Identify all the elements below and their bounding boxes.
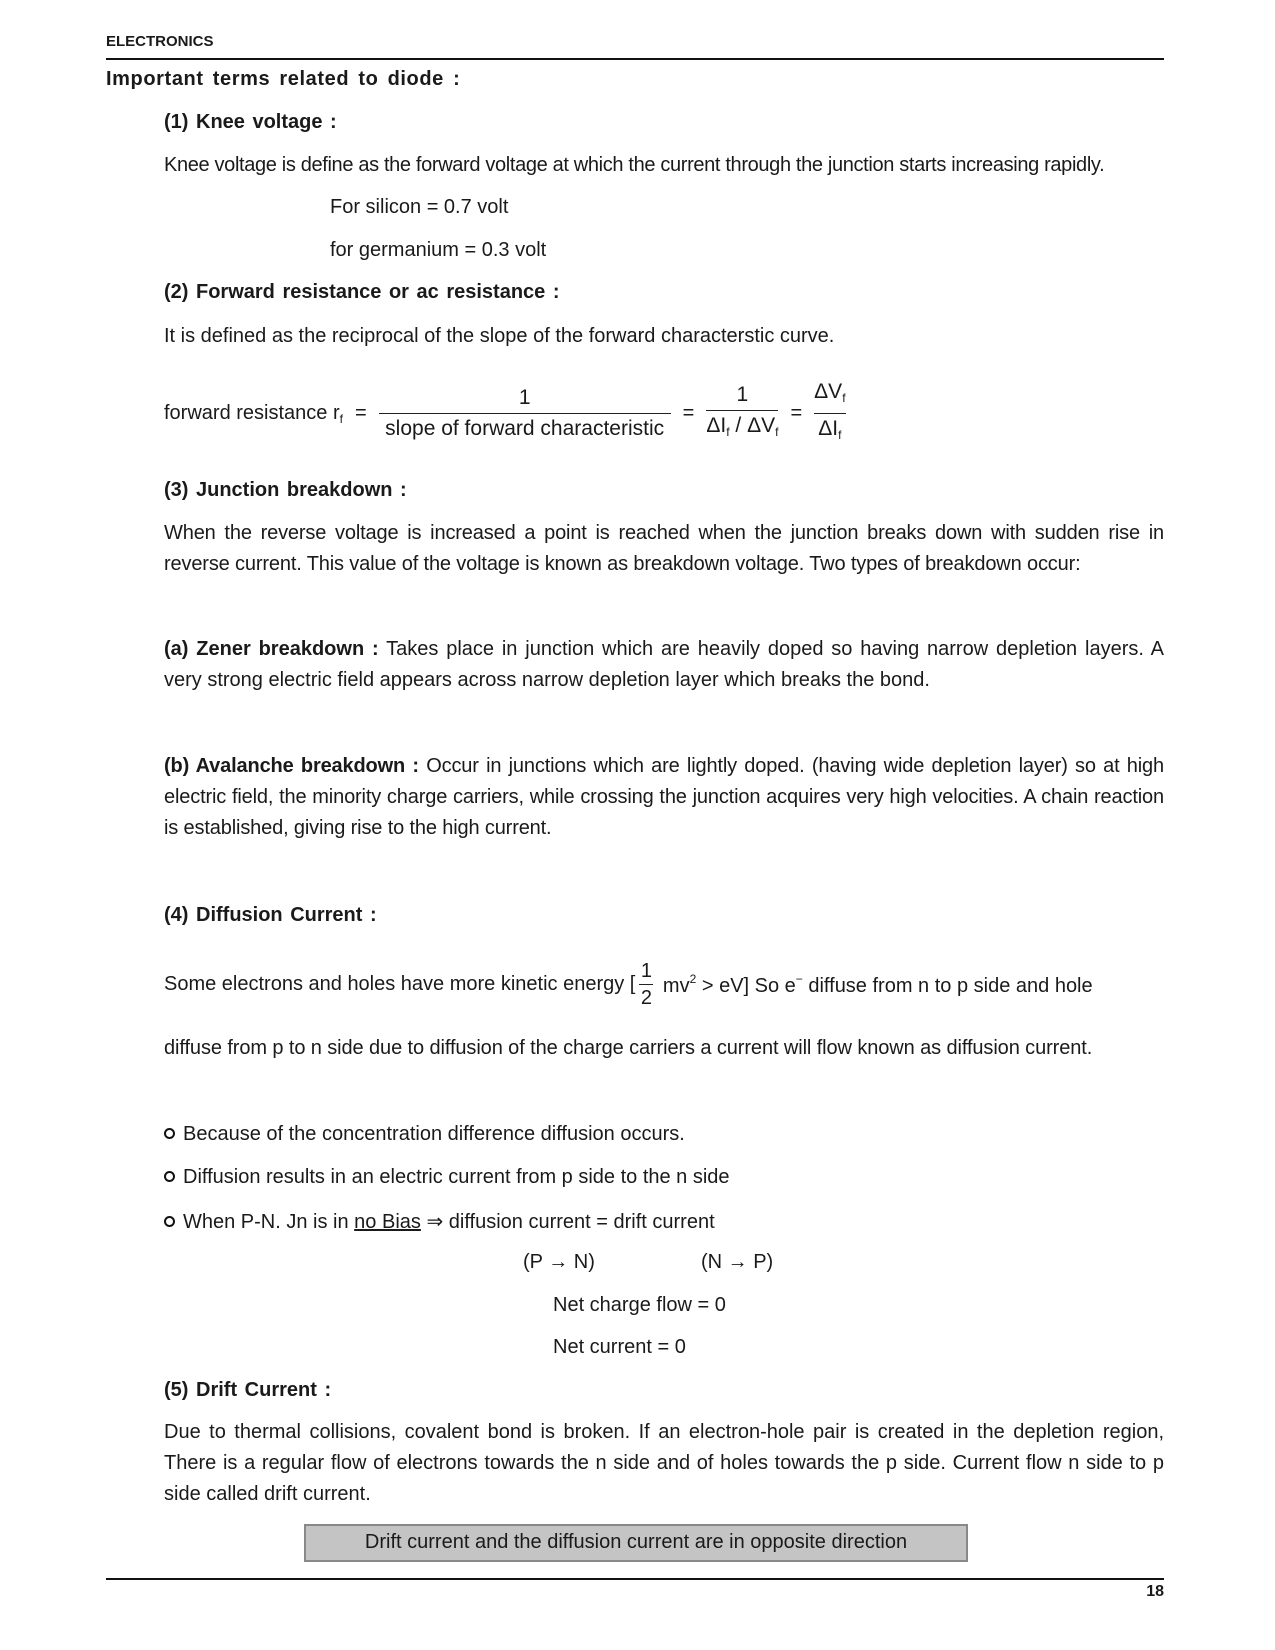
fraction-delta-ratio bbox=[706, 383, 778, 444]
fraction-numerator: 1 bbox=[640, 960, 652, 982]
drift-diffusion-note-box: Drift current and the diffusion current are in opposite direction bbox=[304, 1524, 968, 1562]
zener-text: Takes place in junction which are heavily doped so having narrow depletion layers. A very strong electric field appears across narrow depletion layer which breaks the bond. bbox=[164, 638, 1164, 691]
fraction-bar bbox=[639, 984, 653, 985]
junction-breakdown-text: When the reverse voltage is increased a point is reached when the junction breaks down with sudden rise in reverse current. This value of the voltage is known as breakdown voltage. Two types of breakdown occur: bbox=[164, 522, 1164, 575]
superscript: 2 bbox=[689, 971, 697, 986]
silicon-value: For silicon = 0.7 volt bbox=[330, 196, 509, 218]
bullet-text: Diffusion results in an electric current from p side to the n side bbox=[183, 1166, 730, 1188]
equals-sign: = bbox=[682, 402, 695, 424]
subscript: f bbox=[775, 425, 779, 439]
bullet-text: When P-N. Jn is in bbox=[183, 1211, 355, 1233]
no-bias-text: no Bias bbox=[354, 1211, 421, 1233]
header-rule bbox=[106, 58, 1164, 60]
fraction-denominator bbox=[814, 417, 845, 447]
circle-bullet-icon bbox=[164, 1128, 175, 1139]
running-header: ELECTRONICS bbox=[106, 33, 214, 50]
equals-sign: = bbox=[790, 402, 803, 424]
fraction-numerator bbox=[814, 380, 845, 410]
bullet-text: Because of the concentration difference diffusion occurs. bbox=[183, 1123, 685, 1145]
bullet-item bbox=[164, 1209, 715, 1234]
avalanche-breakdown bbox=[164, 751, 1164, 844]
fraction-denominator: slope of forward characteristic bbox=[385, 417, 665, 440]
circle-bullet-icon bbox=[164, 1216, 175, 1227]
diffusion-line2: diffuse from p to n side due to diffusion of the charge carriers a current will flow known as diffusion current. bbox=[164, 1037, 1093, 1059]
avalanche-label: (b) Avalanche breakdown : bbox=[164, 755, 419, 777]
kinetic-text: Some electrons and holes have more kinetic energy [ bbox=[164, 973, 636, 995]
fraction-numerator: 1 bbox=[518, 386, 531, 409]
fraction-bar bbox=[706, 410, 778, 411]
fraction-dv-di bbox=[814, 380, 845, 447]
direction-p-to-n: (P → N) bbox=[523, 1251, 595, 1273]
fraction-slope bbox=[379, 386, 671, 441]
knee-voltage-heading: (1) Knee voltage : bbox=[164, 111, 337, 133]
fraction-numerator: 1 bbox=[736, 383, 749, 406]
bullet-item bbox=[164, 1166, 730, 1189]
fraction-half bbox=[639, 960, 653, 1009]
ev-text: > eV] So e bbox=[696, 974, 796, 997]
diffusion-kinetic-line bbox=[164, 960, 1093, 1009]
forward-resistance-text: It is defined as the reciprocal of the slope of the forward characterstic curve. bbox=[164, 325, 835, 347]
delta-i: ΔI bbox=[818, 417, 839, 440]
zener-label: (a) Zener breakdown : bbox=[164, 638, 379, 660]
footer-rule bbox=[106, 1578, 1164, 1580]
subscript: f bbox=[838, 428, 842, 442]
mv-text: mv bbox=[657, 974, 690, 997]
equals-sign: = bbox=[354, 402, 367, 424]
circle-bullet-icon bbox=[164, 1171, 175, 1182]
knee-voltage-text: Knee voltage is define as the forward voltage at which the current through the junction starts increasing rapidly. bbox=[164, 154, 1105, 176]
subscript: f bbox=[842, 391, 846, 405]
fraction-bar bbox=[379, 413, 671, 414]
diffuse-text: diffuse from n to p side and hole bbox=[802, 974, 1093, 997]
junction-breakdown-heading: (3) Junction breakdown : bbox=[164, 479, 407, 501]
formula-label bbox=[164, 402, 343, 426]
net-charge-flow: Net charge flow = 0 bbox=[553, 1294, 726, 1316]
forward-resistance-heading: (2) Forward resistance or ac resistance : bbox=[164, 281, 560, 303]
page-number: 18 bbox=[1146, 1583, 1164, 1600]
delta-v: ΔV bbox=[814, 380, 843, 403]
net-current: Net current = 0 bbox=[553, 1336, 686, 1358]
superscript: − bbox=[795, 971, 803, 986]
diffusion-current-heading: (4) Diffusion Current : bbox=[164, 904, 377, 926]
formula-label-text: forward resistance r bbox=[164, 401, 340, 424]
avalanche-text: Occur in junctions which are lightly doped. (having wide depletion layer) so at high electric field, the minority charge carriers, while crossing the junction acquires very high velocities. A chain reaction is established, giving rise to the high current. bbox=[164, 755, 1164, 839]
zener-breakdown bbox=[164, 634, 1164, 696]
drift-current-text: Due to thermal collisions, covalent bond is broken. If an electron-hole pair is created in the depletion region, There is a regular flow of electrons towards the n side and of holes towards the p side. Current flow n side to p side called drift current. bbox=[164, 1421, 1164, 1505]
drift-current-heading: (5) Drift Current : bbox=[164, 1379, 332, 1401]
bullet-text: ⇒ diffusion current = drift current bbox=[420, 1211, 715, 1233]
bullet-item bbox=[164, 1123, 685, 1146]
germanium-value: for germanium = 0.3 volt bbox=[330, 239, 547, 261]
subscript: f bbox=[726, 425, 730, 439]
delta-i: ΔI bbox=[706, 414, 727, 437]
fraction-denominator bbox=[706, 414, 778, 444]
formula-label-sub: f bbox=[339, 411, 343, 426]
fraction-bar bbox=[814, 413, 845, 414]
forward-resistance-formula bbox=[164, 380, 846, 447]
delta-v: / ΔV bbox=[729, 414, 776, 437]
section-title: Important terms related to diode : bbox=[106, 68, 461, 90]
fraction-denominator: 2 bbox=[640, 987, 652, 1009]
direction-n-to-p: (N → P) bbox=[701, 1251, 774, 1273]
